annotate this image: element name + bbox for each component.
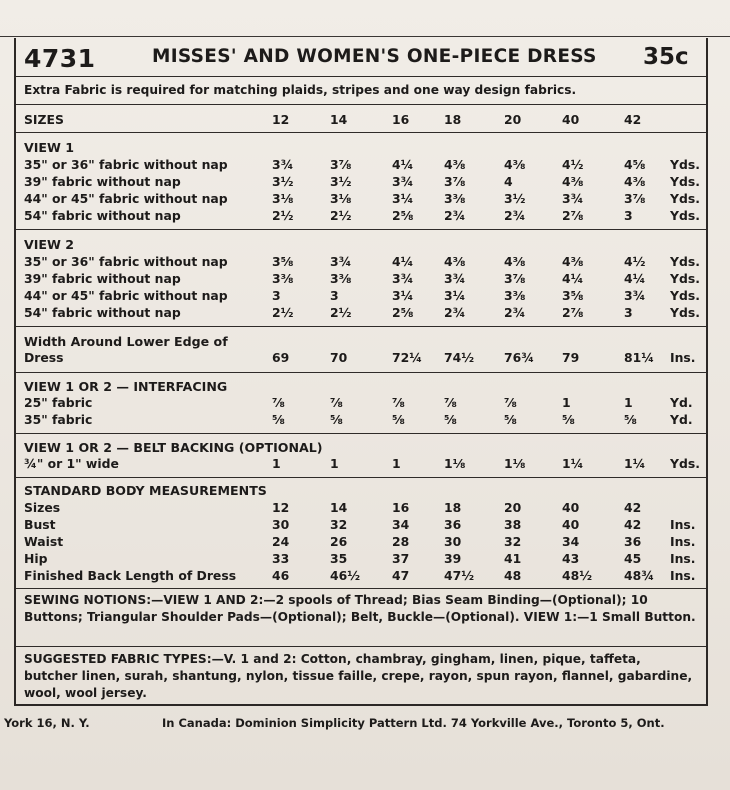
cell-value: 42 bbox=[624, 500, 642, 515]
view2-heading: VIEW 2 bbox=[24, 237, 75, 252]
cell-value: 1 bbox=[272, 456, 281, 471]
row-label: 54" fabric without nap bbox=[24, 305, 181, 320]
row-label: 44" or 45" fabric without nap bbox=[24, 288, 228, 303]
extra-fabric-note: Extra Fabric is required for matching plaids, stripes and one way design fabrics. bbox=[24, 83, 577, 97]
cell-value: ⅝ bbox=[562, 412, 575, 427]
row-label: ¾" or 1" wide bbox=[24, 456, 119, 471]
interfacing-heading: VIEW 1 OR 2 — INTERFACING bbox=[24, 379, 228, 394]
cell-value: 36 bbox=[624, 534, 642, 549]
cell-value: 40 bbox=[562, 517, 580, 532]
cell-value: 4½ bbox=[562, 157, 584, 172]
cell-value: 39 bbox=[444, 551, 462, 566]
cell-value: ⅞ bbox=[444, 395, 457, 410]
width-row bbox=[24, 350, 704, 367]
cell-value: 42 bbox=[624, 517, 642, 532]
cell-value: 1 bbox=[330, 456, 339, 471]
cell-value: ⅞ bbox=[272, 395, 285, 410]
cell-value: 3⅜ bbox=[330, 271, 352, 286]
cell-value: 18 bbox=[444, 112, 462, 127]
divider bbox=[16, 229, 706, 230]
cell-value: 4⅜ bbox=[504, 254, 526, 269]
cell-value: 72¼ bbox=[392, 350, 423, 365]
cell-value: 3⅝ bbox=[272, 254, 294, 269]
unit-label: Yds. bbox=[670, 157, 700, 172]
unit-label: Ins. bbox=[670, 551, 696, 566]
cell-value: 3¼ bbox=[392, 288, 414, 303]
footer-address-left: York 16, N. Y. bbox=[4, 716, 90, 730]
cell-value: 81¼ bbox=[624, 350, 655, 365]
cell-value: 16 bbox=[392, 500, 410, 515]
row-label: 39" fabric without nap bbox=[24, 174, 181, 189]
divider bbox=[16, 588, 706, 589]
unit-label: Yds. bbox=[670, 271, 700, 286]
unit-label: Ins. bbox=[670, 350, 696, 365]
unit-label: Yds. bbox=[670, 305, 700, 320]
cell-value: 33 bbox=[272, 551, 290, 566]
top-rule bbox=[0, 36, 730, 37]
cell-value: 1 bbox=[562, 395, 571, 410]
cell-value: 40 bbox=[562, 500, 580, 515]
interfacing-row bbox=[24, 412, 704, 429]
cell-value: 4⅝ bbox=[624, 157, 646, 172]
cell-value: 43 bbox=[562, 551, 580, 566]
belt-row bbox=[24, 456, 704, 473]
cell-value: 37 bbox=[392, 551, 410, 566]
cell-value: 24 bbox=[272, 534, 290, 549]
cell-value: 47½ bbox=[444, 568, 475, 583]
cell-value: 3¾ bbox=[444, 271, 466, 286]
cell-value: 36 bbox=[444, 517, 462, 532]
cell-value: 30 bbox=[272, 517, 290, 532]
cell-value: 3⅛ bbox=[330, 191, 352, 206]
pattern-title: MISSES' AND WOMEN'S ONE-PIECE DRESS bbox=[152, 46, 597, 67]
sewing-notions: SEWING NOTIONS:—VIEW 1 AND 2:—2 spools of Thread; Bias Seam Binding—(Optional); 10 Buttons; Triangular Shoulder Pads—(Optional); Belt, Buckle—(Optional). VIEW 1:—1 Small Button. bbox=[24, 593, 696, 624]
unit-label: Yds. bbox=[670, 288, 700, 303]
cell-value: 34 bbox=[562, 534, 580, 549]
cell-value: 2¾ bbox=[444, 305, 466, 320]
cell-value: 2½ bbox=[272, 305, 294, 320]
row-label: 44" or 45" fabric without nap bbox=[24, 191, 228, 206]
cell-value: 3¾ bbox=[624, 288, 646, 303]
cell-value: 2¾ bbox=[504, 305, 526, 320]
view2-row bbox=[24, 271, 704, 288]
row-label: 35" or 36" fabric without nap bbox=[24, 254, 228, 269]
row-label: 35" fabric bbox=[24, 412, 93, 427]
unit-label: Yds. bbox=[670, 174, 700, 189]
cell-value: 3¼ bbox=[444, 288, 466, 303]
cell-value: 2⅞ bbox=[562, 208, 584, 223]
cell-value: 3 bbox=[624, 208, 633, 223]
divider bbox=[16, 76, 706, 77]
cell-value: 20 bbox=[504, 112, 522, 127]
cell-value: 47 bbox=[392, 568, 410, 583]
cell-value: 3¾ bbox=[392, 174, 414, 189]
divider bbox=[16, 104, 706, 105]
divider bbox=[16, 477, 706, 478]
cell-value: 4½ bbox=[624, 254, 646, 269]
cell-value: 4⅜ bbox=[444, 254, 466, 269]
cell-value: 2¾ bbox=[444, 208, 466, 223]
cell-value: 34 bbox=[392, 517, 410, 532]
cell-value: 3⅞ bbox=[330, 157, 352, 172]
measurement-row bbox=[24, 500, 704, 517]
body-measurements-heading: STANDARD BODY MEASUREMENTS bbox=[24, 483, 267, 498]
cell-value: 4⅜ bbox=[562, 254, 584, 269]
unit-label: Ins. bbox=[670, 517, 696, 532]
row-label: Finished Back Length of Dress bbox=[24, 568, 237, 583]
row-label: 25" fabric bbox=[24, 395, 93, 410]
cell-value: 4⅜ bbox=[624, 174, 646, 189]
sizes-header-row bbox=[24, 112, 704, 129]
cell-value: 32 bbox=[330, 517, 348, 532]
cell-value: 4¼ bbox=[562, 271, 584, 286]
cell-value: 69 bbox=[272, 350, 290, 365]
divider bbox=[16, 132, 706, 133]
divider bbox=[16, 646, 706, 647]
measurement-row bbox=[24, 568, 704, 585]
cell-value: 42 bbox=[624, 112, 642, 127]
cell-value: 4 bbox=[504, 174, 513, 189]
cell-value: 74½ bbox=[444, 350, 475, 365]
cell-value: 20 bbox=[504, 500, 522, 515]
width-label-line1: Width Around Lower Edge of bbox=[24, 334, 228, 349]
cell-value: 3⅞ bbox=[444, 174, 466, 189]
measurement-row bbox=[24, 517, 704, 534]
cell-value: 12 bbox=[272, 500, 290, 515]
divider bbox=[16, 433, 706, 434]
cell-value: 48¾ bbox=[624, 568, 655, 583]
unit-label: Yds. bbox=[670, 254, 700, 269]
cell-value: 3¾ bbox=[272, 157, 294, 172]
cell-value: 38 bbox=[504, 517, 522, 532]
unit-label: Ins. bbox=[670, 568, 696, 583]
cell-value: 4⅜ bbox=[444, 157, 466, 172]
cell-value: 14 bbox=[330, 112, 348, 127]
cell-value: 14 bbox=[330, 500, 348, 515]
view2-row bbox=[24, 254, 704, 271]
footer-canada-address: In Canada: Dominion Simplicity Pattern Ltd. 74 Yorkville Ave., Toronto 5, Ont. bbox=[162, 716, 665, 730]
cell-value: ⅝ bbox=[624, 412, 637, 427]
cell-value: 48 bbox=[504, 568, 522, 583]
cell-value: 3½ bbox=[330, 174, 352, 189]
interfacing-row bbox=[24, 395, 704, 412]
cell-value: 76¾ bbox=[504, 350, 535, 365]
cell-value: 32 bbox=[504, 534, 522, 549]
suggested-fabric-types: SUGGESTED FABRIC TYPES:—V. 1 and 2: Cotton, chambray, gingham, linen, pique, taffeta, butcher linen, surah, shantung, nylon, tissue faille, crepe, rayon, spun rayon, flannel, gabardine, wool, wool jersey. bbox=[24, 652, 693, 700]
cell-value: 2⅝ bbox=[392, 305, 414, 320]
row-label: SIZES bbox=[24, 112, 64, 127]
cell-value: 4⅜ bbox=[562, 174, 584, 189]
divider bbox=[16, 326, 706, 327]
cell-value: 28 bbox=[392, 534, 410, 549]
unit-label: Yd. bbox=[670, 395, 693, 410]
cell-value: 79 bbox=[562, 350, 580, 365]
cell-value: 3⅜ bbox=[272, 271, 294, 286]
cell-value: 3⅞ bbox=[624, 191, 646, 206]
pattern-price: 35c bbox=[643, 44, 689, 70]
cell-value: 4¼ bbox=[392, 254, 414, 269]
view1-row bbox=[24, 157, 704, 174]
cell-value: 45 bbox=[624, 551, 642, 566]
cell-value: 16 bbox=[392, 112, 410, 127]
cell-value: 3⅝ bbox=[562, 288, 584, 303]
cell-value: 1 bbox=[624, 395, 633, 410]
cell-value: 2⅞ bbox=[562, 305, 584, 320]
cell-value: 3 bbox=[330, 288, 339, 303]
cell-value: ⅝ bbox=[330, 412, 343, 427]
cell-value: 4¼ bbox=[624, 271, 646, 286]
row-label: Hip bbox=[24, 551, 48, 566]
cell-value: 1⅛ bbox=[504, 456, 526, 471]
cell-value: 1⅛ bbox=[444, 456, 466, 471]
cell-value: ⅝ bbox=[272, 412, 285, 427]
cell-value: 2½ bbox=[330, 208, 352, 223]
cell-value: 2¾ bbox=[504, 208, 526, 223]
cell-value: 3½ bbox=[504, 191, 526, 206]
cell-value: 30 bbox=[444, 534, 462, 549]
pattern-number: 4731 bbox=[24, 44, 96, 73]
cell-value: 3¼ bbox=[392, 191, 414, 206]
cell-value: 48½ bbox=[562, 568, 593, 583]
view1-row bbox=[24, 208, 704, 225]
cell-value: 46 bbox=[272, 568, 290, 583]
cell-value: ⅝ bbox=[444, 412, 457, 427]
measurement-row bbox=[24, 534, 704, 551]
cell-value: 3⅜ bbox=[444, 191, 466, 206]
cell-value: 3½ bbox=[272, 174, 294, 189]
view1-row bbox=[24, 191, 704, 208]
unit-label: Yds. bbox=[670, 456, 700, 471]
cell-value: ⅝ bbox=[392, 412, 405, 427]
view2-row bbox=[24, 305, 704, 322]
row-label: Bust bbox=[24, 517, 56, 532]
view2-row bbox=[24, 288, 704, 305]
cell-value: 3⅜ bbox=[504, 288, 526, 303]
cell-value: 1¼ bbox=[624, 456, 646, 471]
unit-label: Ins. bbox=[670, 534, 696, 549]
measurement-row bbox=[24, 551, 704, 568]
cell-value: ⅝ bbox=[504, 412, 517, 427]
row-label: Waist bbox=[24, 534, 64, 549]
cell-value: 2⅝ bbox=[392, 208, 414, 223]
row-label: 39" fabric without nap bbox=[24, 271, 181, 286]
unit-label: Yd. bbox=[670, 412, 693, 427]
cell-value: 35 bbox=[330, 551, 348, 566]
cell-value: 70 bbox=[330, 350, 348, 365]
row-label: 35" or 36" fabric without nap bbox=[24, 157, 228, 172]
cell-value: 18 bbox=[444, 500, 462, 515]
belt-heading: VIEW 1 OR 2 — BELT BACKING (OPTIONAL) bbox=[24, 440, 323, 455]
cell-value: 40 bbox=[562, 112, 580, 127]
cell-value: 2½ bbox=[330, 305, 352, 320]
cell-value: 3¾ bbox=[392, 271, 414, 286]
cell-value: 3⅞ bbox=[504, 271, 526, 286]
cell-value: 3¾ bbox=[330, 254, 352, 269]
view1-heading: VIEW 1 bbox=[24, 140, 75, 155]
cell-value: ⅞ bbox=[392, 395, 405, 410]
view1-row bbox=[24, 174, 704, 191]
cell-value: 4¼ bbox=[392, 157, 414, 172]
cell-value: 1¼ bbox=[562, 456, 584, 471]
cell-value: 46½ bbox=[330, 568, 361, 583]
cell-value: 3 bbox=[624, 305, 633, 320]
cell-value: ⅞ bbox=[330, 395, 343, 410]
cell-value: 3⅛ bbox=[272, 191, 294, 206]
divider bbox=[16, 372, 706, 373]
cell-value: 2½ bbox=[272, 208, 294, 223]
cell-value: 3¾ bbox=[562, 191, 584, 206]
cell-value: 41 bbox=[504, 551, 522, 566]
unit-label: Yds. bbox=[670, 191, 700, 206]
unit-label: Yds. bbox=[670, 208, 700, 223]
cell-value: ⅞ bbox=[504, 395, 517, 410]
cell-value: 1 bbox=[392, 456, 401, 471]
cell-value: 12 bbox=[272, 112, 290, 127]
cell-value: 4⅜ bbox=[504, 157, 526, 172]
row-label: Dress bbox=[24, 350, 64, 365]
row-label: Sizes bbox=[24, 500, 61, 515]
cell-value: 26 bbox=[330, 534, 348, 549]
cell-value: 3 bbox=[272, 288, 281, 303]
row-label: 54" fabric without nap bbox=[24, 208, 181, 223]
